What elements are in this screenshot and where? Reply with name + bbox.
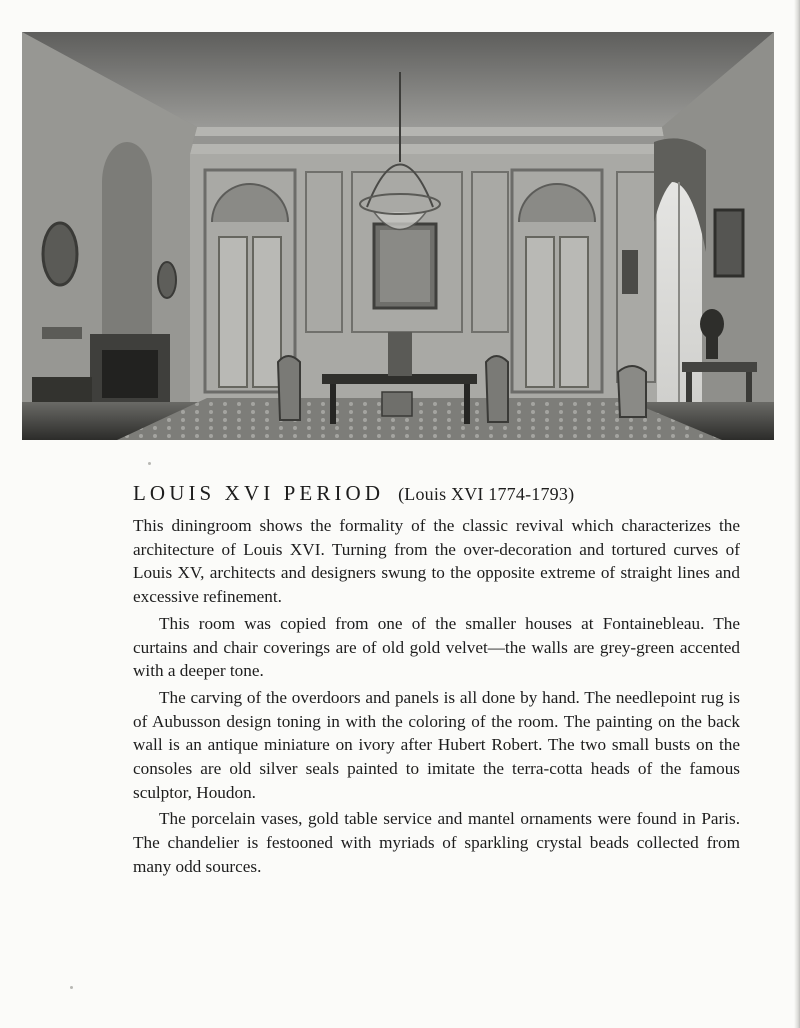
body-text (133, 514, 740, 879)
paragraph: This room was copied from one of the smaller houses at Fontainebleau. The curtains and chair coverings are of old gold velvet—the walls are grey-green accented with a deeper tone. (133, 613, 740, 681)
page-heading (133, 481, 753, 506)
paragraph: The carving of the overdoors and panels is all done by hand. The needlepoint rug is of Aubusson design toning in with the coloring of the room. The painting on the back wall is an antique miniature on ivory after Hubert Robert. The two small busts on the consoles are old silver seals painted to imitate the terra-cotta heads of the famous sculptor, Houdon. (133, 687, 740, 802)
paragraph: The porcelain vases, gold table service and mantel ornaments were found in Paris. The chandelier is festooned with myriads of sparkling crystal beads collected from many odd sources. (133, 809, 740, 876)
section-subtitle: (Louis XVI 1774-1793) (398, 484, 575, 504)
section-title: LOUIS XVI PERIOD (133, 481, 385, 505)
page-edge-shadow (794, 0, 800, 1028)
room-photograph (22, 32, 774, 440)
room-illustration (22, 32, 774, 440)
paper-speck (148, 462, 151, 465)
paragraph: This diningroom shows the formality of the classic revival which characterizes the architecture of Louis XVI. Turning from the over-decoration and tortured curves of Louis XV, architects and designers swung to the opposite extreme of straight lines and excessive refinement. (133, 516, 740, 607)
paper-speck (70, 986, 73, 989)
